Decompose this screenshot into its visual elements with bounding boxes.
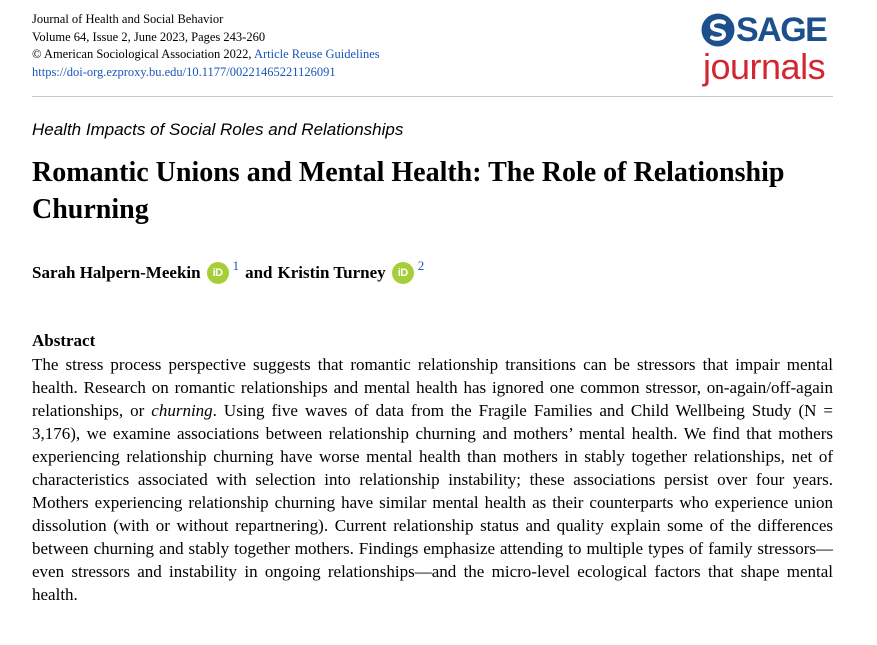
copyright-text: © American Sociological Association 2022, (32, 47, 254, 61)
header-divider (32, 96, 833, 97)
journal-name: Journal of Health and Social Behavior (32, 12, 224, 26)
affiliation-marker[interactable]: 1 (232, 258, 240, 273)
abstract-part-2: . Using five waves of data from the Fragile Families and Child Wellbeing Study (N = 3,176), we examine associations between relationship churning and mothers’ mental health. We find that mothers experiencing relationship churning have worse mental health than mothers in stably together relationships, net of characteristics associated with selection into relationship instability; these associations persist over four years. Mothers experiencing relationship churning have similar mental health as their counterparts who experience union dissolution (with or without repartnering). Current relationship status and quality explain some of the differences between churning and stably together mothers. Findings emphasize attending to multiple types of family stressors—even stressors and instability in ongoing relationships—and the micro-level ecological factors that shape mental health. (32, 401, 833, 604)
author-name: Sarah Halpern-Meekin (32, 263, 201, 282)
sage-s-mark-icon (701, 13, 735, 47)
abstract-heading: Abstract (32, 331, 96, 350)
orcid-icon[interactable]: iD (392, 262, 414, 284)
article-title: Romantic Unions and Mental Health: The Role of Relationship Churning (32, 157, 785, 225)
logo-sage-text: SAGE (736, 11, 827, 49)
author-connector: and (245, 263, 273, 282)
orcid-icon[interactable]: iD (207, 262, 229, 284)
author-name: Kristin Turney (277, 263, 386, 282)
section-heading: Health Impacts of Social Roles and Relationships (32, 120, 404, 139)
article-metadata (32, 11, 380, 81)
affiliation-marker[interactable]: 2 (417, 258, 425, 273)
abstract-part-1: The stress process perspective suggests that romantic relationship transitions can be stressors that impair mental health. Research on romantic relationships and mental health has ignored one common stressor, on-again/off-again relationships, or (32, 355, 833, 420)
article-reuse-link[interactable]: Article Reuse Guidelines (253, 47, 380, 61)
author-list (32, 258, 430, 284)
abstract-italic-term: churning (151, 401, 213, 420)
logo-journals-text: journals (703, 46, 826, 87)
volume-issue-pages: Volume 64, Issue 2, June 2023, Pages 243-260 (32, 29, 266, 44)
abstract-text (32, 353, 833, 606)
copyright-line (32, 46, 380, 64)
doi-link[interactable]: https://doi-org.ezproxy.bu.edu/10.1177/00221465221126091 (32, 64, 336, 79)
sage-journals-logo[interactable] (701, 12, 833, 92)
